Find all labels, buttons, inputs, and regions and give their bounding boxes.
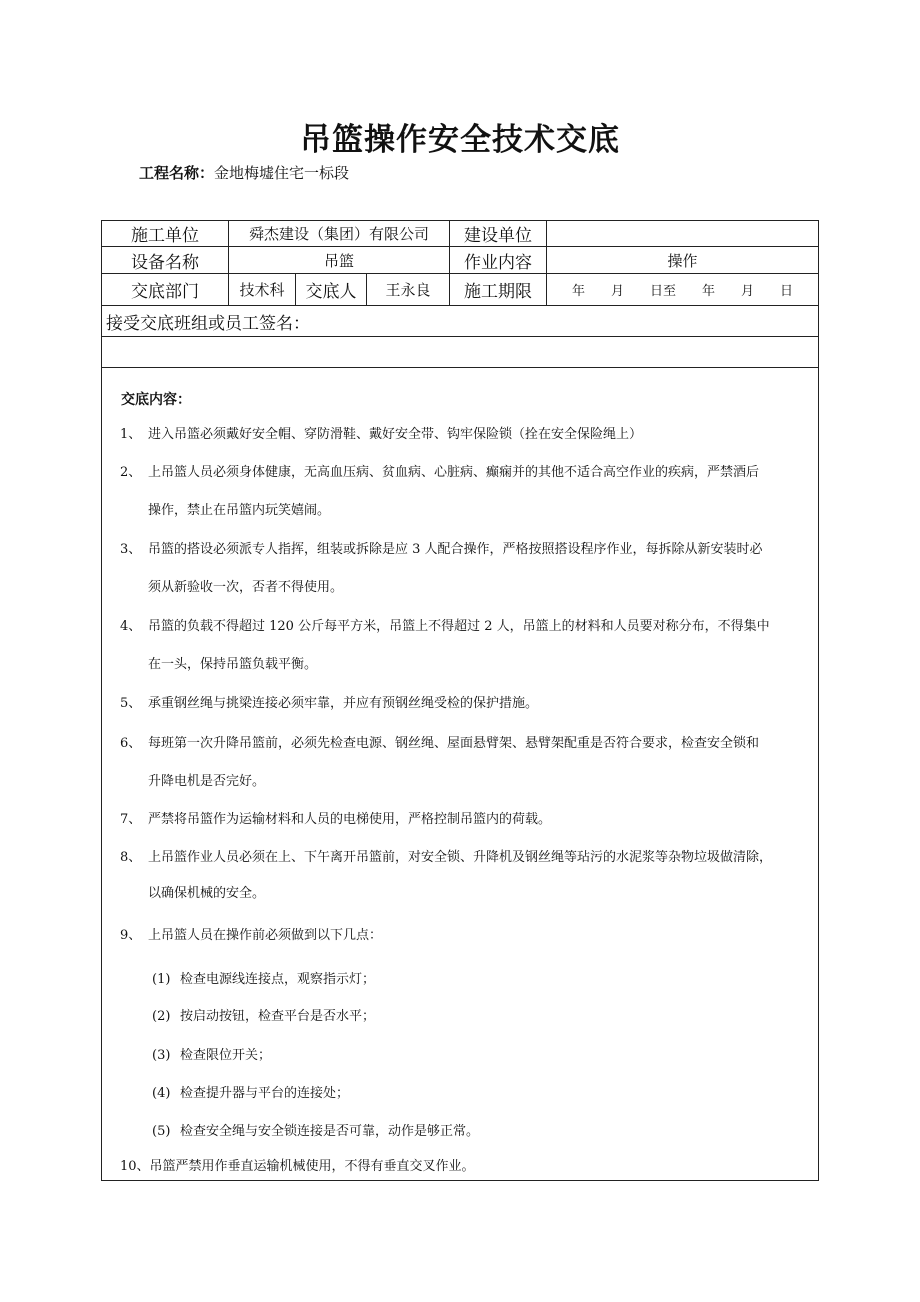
value-department: 技术科 — [239, 281, 285, 299]
value-equipment-name: 吊篮 — [323, 251, 354, 270]
item-text: 10、吊篮严禁用作垂直运输机械使用，不得有垂直交叉作业。 — [120, 1159, 475, 1174]
list-item — [120, 454, 810, 530]
sub-item-number: (5) — [152, 1124, 171, 1139]
list-item — [120, 840, 810, 912]
label-construction-period: 施工期限 — [464, 282, 532, 302]
label-work-content: 作业内容 — [464, 252, 532, 273]
item-text: 承重钢丝绳与挑梁连接必须牢靠，并应有预钢丝绳受检的保护措施。 — [148, 696, 539, 711]
document-title: 吊篮操作安全技术交底 — [300, 122, 620, 158]
label-discloser: 交底人 — [305, 282, 357, 302]
label-client-unit: 建设单位 — [464, 226, 532, 246]
list-item — [120, 801, 810, 839]
list-item — [120, 685, 810, 723]
disclosure-form — [101, 220, 819, 1181]
item-number: 1、 — [120, 427, 142, 442]
sub-item-text: 检查安全绳与安全锁连接是否可靠，动作是够正常。 — [180, 1124, 480, 1139]
value-work-content: 操作 — [667, 251, 698, 270]
item-number: 2、 — [120, 465, 142, 480]
sub-item-number: (3) — [152, 1048, 171, 1063]
sub-item — [152, 968, 375, 987]
item-text-continued: 操作，禁止在吊篮内玩笑嬉闹。 — [148, 503, 331, 518]
item-text-continued: 以确保机械的安全。 — [148, 886, 266, 901]
item-text: 吊篮的搭设必须派专人指挥，组装或拆除是应 3 人配合操作，严格按照搭设程序作业，每拆除从新安装时必 — [148, 542, 763, 557]
sub-item-text: 检查限位开关； — [180, 1048, 272, 1063]
project-label: 工程名称： — [139, 164, 215, 182]
list-item — [120, 416, 810, 454]
signature-label: 接受交底班组或员工签名： — [106, 313, 310, 334]
sub-item — [152, 1005, 375, 1024]
sub-item-number: (1) — [152, 972, 171, 987]
project-line — [139, 162, 349, 183]
item-number: 6、 — [120, 736, 142, 751]
row-divider — [102, 367, 818, 368]
item-number: 8、 — [120, 850, 142, 865]
list-item — [120, 608, 810, 684]
sub-item-number: (4) — [152, 1086, 171, 1101]
item-text: 吊篮的负载不得超过 120 公斤每平方米，吊篮上不得超过 2 人，吊篮上的材料和人员要对称分布，不得集中 — [148, 619, 770, 634]
item-number: 7、 — [120, 812, 142, 827]
sub-item — [152, 1120, 479, 1139]
item-text-continued: 在一头，保持吊篮负载平衡。 — [148, 657, 318, 672]
item-text: 上吊篮人员必须身体健康，无高血压病、贫血病、心脏病、癫痫并的其他不适合高空作业的疾病，严禁酒后 — [148, 465, 760, 480]
sub-item — [152, 1044, 271, 1063]
item-text: 进入吊篮必须戴好安全帽、穿防滑鞋、戴好安全带、钩牢保险锁（拴在安全保险绳上） — [148, 427, 643, 442]
sub-item-text: 检查提升器与平台的连接处； — [180, 1086, 350, 1101]
item-text: 上吊篮作业人员必须在上、下午离开吊篮前，对安全锁、升降机及钢丝绳等玷污的水泥浆等杂物垃圾做清除， — [148, 850, 773, 865]
item-text: 严禁将吊篮作为运输材料和人员的电梯使用，严格控制吊篮内的荷载。 — [148, 812, 552, 827]
list-item — [120, 917, 810, 955]
sub-item-number: (2) — [152, 1009, 171, 1024]
item-number: 4、 — [120, 619, 142, 634]
value-construction-period: 年 月 日至 年 月 日 — [571, 284, 793, 299]
item-text-continued: 须从新验收一次，否者不得使用。 — [148, 580, 344, 595]
label-department: 交底部门 — [131, 282, 199, 302]
item-number: 3、 — [120, 542, 142, 557]
item-text: 每班第一次升降吊篮前，必须先检查电源、钢丝绳、屋面悬臂架、悬臂架配重是否符合要求，检查安全锁和 — [148, 736, 760, 751]
sub-item-text: 按启动按钮，检查平台是否水平； — [180, 1009, 376, 1024]
item-text-continued: 升降电机是否完好。 — [148, 774, 266, 789]
list-item — [120, 725, 810, 801]
value-client-unit — [547, 221, 818, 246]
content-heading: 交底内容： — [121, 392, 191, 408]
value-construction-unit: 舜杰建设（集团）有限公司 — [248, 225, 429, 243]
label-equipment-name: 设备名称 — [131, 252, 199, 273]
label-construction-unit: 施工单位 — [131, 226, 199, 246]
sub-item-text: 检查电源线连接点，观察指示灯； — [180, 972, 376, 987]
item-text: 上吊篮人员在操作前必须做到以下几点： — [148, 928, 383, 943]
value-discloser: 王永良 — [385, 281, 431, 299]
list-item-last — [120, 1148, 810, 1186]
project-value: 金地梅墟住宅一标段 — [214, 164, 350, 182]
item-number: 5、 — [120, 696, 142, 711]
sub-item — [152, 1082, 349, 1101]
row-divider — [102, 336, 818, 337]
item-number: 9、 — [120, 928, 142, 943]
list-item — [120, 531, 810, 607]
